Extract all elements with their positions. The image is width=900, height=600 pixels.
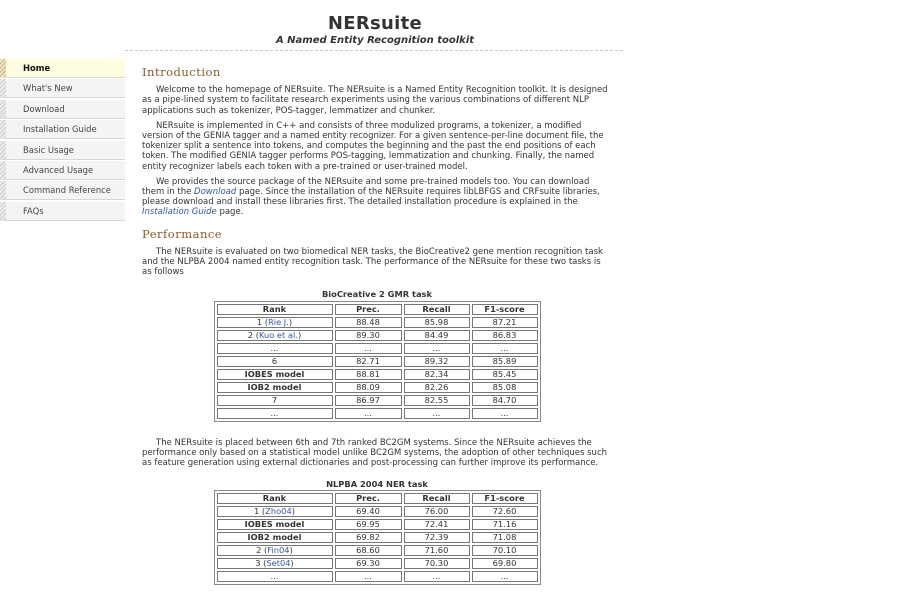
nav-item-basic-usage[interactable]: Basic Usage: [0, 141, 125, 160]
nav-item-home[interactable]: Home: [0, 59, 125, 78]
rank-cell: ...: [217, 343, 333, 354]
column-header: F1-score: [472, 304, 538, 315]
intro-paragraph-2: NERsuite is implemented in C++ and consists of three modulized programs, a tokenizer, a modified version of the GENIA tagger and a named entity recognizer. For a given sentence-per-line document file, the tokenizer split a sentence into tokens, and computes the beginning and the past the end positions of each token. The modified GENIA tagger performs POS-tagging, lemmatization and chunking. Finally, the named entity recognizer labels each token with a pre-trained or user-trained model.: [142, 120, 604, 172]
rank-cell: [217, 558, 333, 569]
table-header-row: [217, 493, 538, 504]
recall-cell: ...: [404, 408, 470, 419]
prec-cell: 88.09: [335, 382, 402, 393]
intro-paragraph-1: Welcome to the homepage of NERsuite. The NERsuite is a Named Entity Recognition toolkit. It is designed as a pipe-lined system to facilitate research experiments using the various combinations of different NLP applications such as tokenizer, POS-tagger, lemmatizer and chunker.: [142, 85, 608, 116]
header-divider: [125, 50, 623, 51]
recall-cell: 71.60: [404, 545, 470, 556]
performance-heading: Performance: [142, 226, 223, 241]
f1-cell: 87.21: [472, 317, 538, 328]
rank-text: ): [289, 545, 293, 556]
rank-cell: ...: [217, 408, 333, 419]
rank-cell: [217, 317, 333, 328]
rank-cell: IOB2 model: [217, 382, 333, 393]
rank-text: 3 (: [255, 558, 267, 569]
reference-link[interactable]: Fin04: [267, 545, 290, 556]
nav-item-advanced-usage[interactable]: Advanced Usage: [0, 161, 125, 180]
f1-cell: 69.80: [472, 558, 538, 569]
rank-cell: [217, 506, 333, 517]
f1-cell: ...: [472, 343, 538, 354]
reference-link[interactable]: Rie J.: [268, 316, 289, 327]
table-row: [217, 408, 538, 419]
site-header: [125, 0, 625, 46]
nav-item-whats-new[interactable]: What's New: [0, 79, 125, 98]
rank-text: 2 (: [247, 329, 259, 340]
rank-text: ): [288, 316, 293, 327]
nav-item-download[interactable]: Download: [0, 100, 125, 119]
prec-cell: ...: [335, 571, 402, 582]
bc2gm-table-title: BioCreative 2 GMR task: [321, 289, 433, 300]
table-row: [217, 506, 538, 517]
table-row: [217, 369, 538, 380]
f1-cell: ...: [472, 408, 538, 419]
column-header: Prec.: [335, 304, 402, 315]
recall-cell: 85.98: [404, 317, 470, 328]
table-row: [217, 571, 538, 582]
prec-cell: 69.95: [335, 519, 402, 530]
reference-link[interactable]: Set04: [266, 558, 291, 569]
prec-cell: 69.30: [335, 558, 402, 569]
rank-cell: [217, 545, 333, 556]
sidebar-nav: [0, 59, 125, 222]
rank-cell: 7: [217, 395, 333, 406]
rank-cell: 6: [217, 356, 333, 367]
f1-cell: 84.70: [472, 395, 538, 406]
intro-p3-text-b: page. Since the installation of the NERsuite requires libLBFGS and CRFsuite libraries, please download and install these libraries first. The detailed installation procedure is explained in the: [142, 187, 600, 208]
rank-text: ): [297, 329, 302, 340]
column-header: Recall: [404, 304, 470, 315]
prec-cell: 82.71: [335, 356, 402, 367]
reference-link[interactable]: Zho04: [265, 506, 292, 517]
rank-text: ): [291, 506, 295, 517]
recall-cell: 76.00: [404, 506, 470, 517]
f1-cell: 85.89: [472, 356, 538, 367]
f1-cell: 71.08: [472, 532, 538, 543]
prec-cell: 68.60: [335, 545, 402, 556]
table-row: [217, 330, 538, 341]
f1-cell: 85.08: [472, 382, 538, 393]
f1-cell: 85.45: [472, 369, 538, 380]
performance-paragraph-2: The NERsuite is placed between 6th and 7th ranked BC2GM systems. Since the NERsuite achieves the performance only based on a statistical model unlike BC2GM systems, the adoption of other techniques such as feature generation using external dictionaries and post-processing can further improve its performance.: [142, 437, 608, 469]
prec-cell: 69.40: [335, 506, 402, 517]
reference-link[interactable]: Kuo et al.: [258, 329, 298, 340]
f1-cell: 71.16: [472, 519, 538, 530]
table-row: [217, 395, 538, 406]
prec-cell: 69.82: [335, 532, 402, 543]
table-row: [217, 356, 538, 367]
nav-item-faqs[interactable]: FAQs: [0, 202, 125, 221]
recall-cell: 70.30: [404, 558, 470, 569]
f1-cell: ...: [472, 571, 538, 582]
recall-cell: 82.55: [404, 395, 470, 406]
rank-cell: IOBES model: [217, 519, 333, 530]
recall-cell: 84.49: [404, 330, 470, 341]
table-row: [217, 558, 538, 569]
f1-cell: 86.83: [472, 330, 538, 341]
prec-cell: ...: [335, 408, 402, 419]
table-row: [217, 532, 538, 543]
recall-cell: ...: [404, 571, 470, 582]
intro-paragraph-3: [142, 177, 612, 218]
recall-cell: 72.41: [404, 519, 470, 530]
table-row: [217, 519, 538, 530]
bc2gm-results-table: [214, 301, 541, 422]
nlpba-table-title: NLPBA 2004 NER task: [326, 479, 428, 490]
prec-cell: 88.48: [335, 317, 402, 328]
table-row: [217, 382, 538, 393]
introduction-heading: Introduction: [142, 65, 221, 79]
prec-cell: 89.30: [335, 330, 402, 341]
nlpba-table-section: [142, 479, 612, 585]
recall-cell: 82.34: [404, 369, 470, 380]
rank-text: 1 (: [254, 506, 266, 517]
download-link[interactable]: Download: [194, 187, 237, 198]
table-row: [217, 317, 538, 328]
rank-cell: ...: [217, 571, 333, 582]
nlpba-results-table: [214, 490, 541, 585]
rank-cell: IOBES model: [217, 369, 333, 380]
column-header: Rank: [217, 304, 333, 315]
main-content: [142, 62, 612, 585]
prec-cell: 88.81: [335, 369, 402, 380]
prec-cell: 86.97: [335, 395, 402, 406]
performance-paragraph-1: The NERsuite is evaluated on two biomedical NER tasks, the BioCreative2 gene mention recognition task and the NLPBA 2004 named entity recognition task. The performance of the NERsuite for these two tasks is as follows: [142, 246, 603, 278]
rank-cell: IOB2 model: [217, 532, 333, 543]
column-header: Recall: [404, 493, 470, 504]
column-header: F1-score: [472, 493, 538, 504]
intro-p3-text-a: We provides the source package of the NERsuite and some pre-trained models too. You can download them in the: [142, 176, 590, 198]
intro-p3-text-c: page.: [216, 207, 244, 218]
table-header-row: [217, 304, 538, 315]
table-row: [217, 343, 538, 354]
table-row: [217, 545, 538, 556]
nav-item-command-reference[interactable]: Command Reference: [0, 181, 125, 200]
site-title: NERsuite: [327, 13, 423, 34]
f1-cell: 72.60: [472, 506, 538, 517]
recall-cell: 89.32: [404, 356, 470, 367]
recall-cell: ...: [404, 343, 470, 354]
rank-cell: [217, 330, 333, 341]
installation-guide-link[interactable]: Installation Guide: [142, 207, 217, 218]
site-subtitle: A Named Entity Recognition toolkit: [275, 35, 475, 46]
column-header: Prec.: [335, 493, 402, 504]
rank-text: ): [290, 558, 294, 569]
rank-text: 2 (: [256, 545, 268, 556]
recall-cell: 82.26: [404, 382, 470, 393]
recall-cell: 72.39: [404, 532, 470, 543]
nav-item-installation-guide[interactable]: Installation Guide: [0, 120, 125, 139]
f1-cell: 70.10: [472, 545, 538, 556]
bc2gm-table-section: [142, 289, 612, 421]
prec-cell: ...: [335, 343, 402, 354]
column-header: Rank: [217, 493, 333, 504]
rank-text: 1 (: [256, 316, 268, 327]
